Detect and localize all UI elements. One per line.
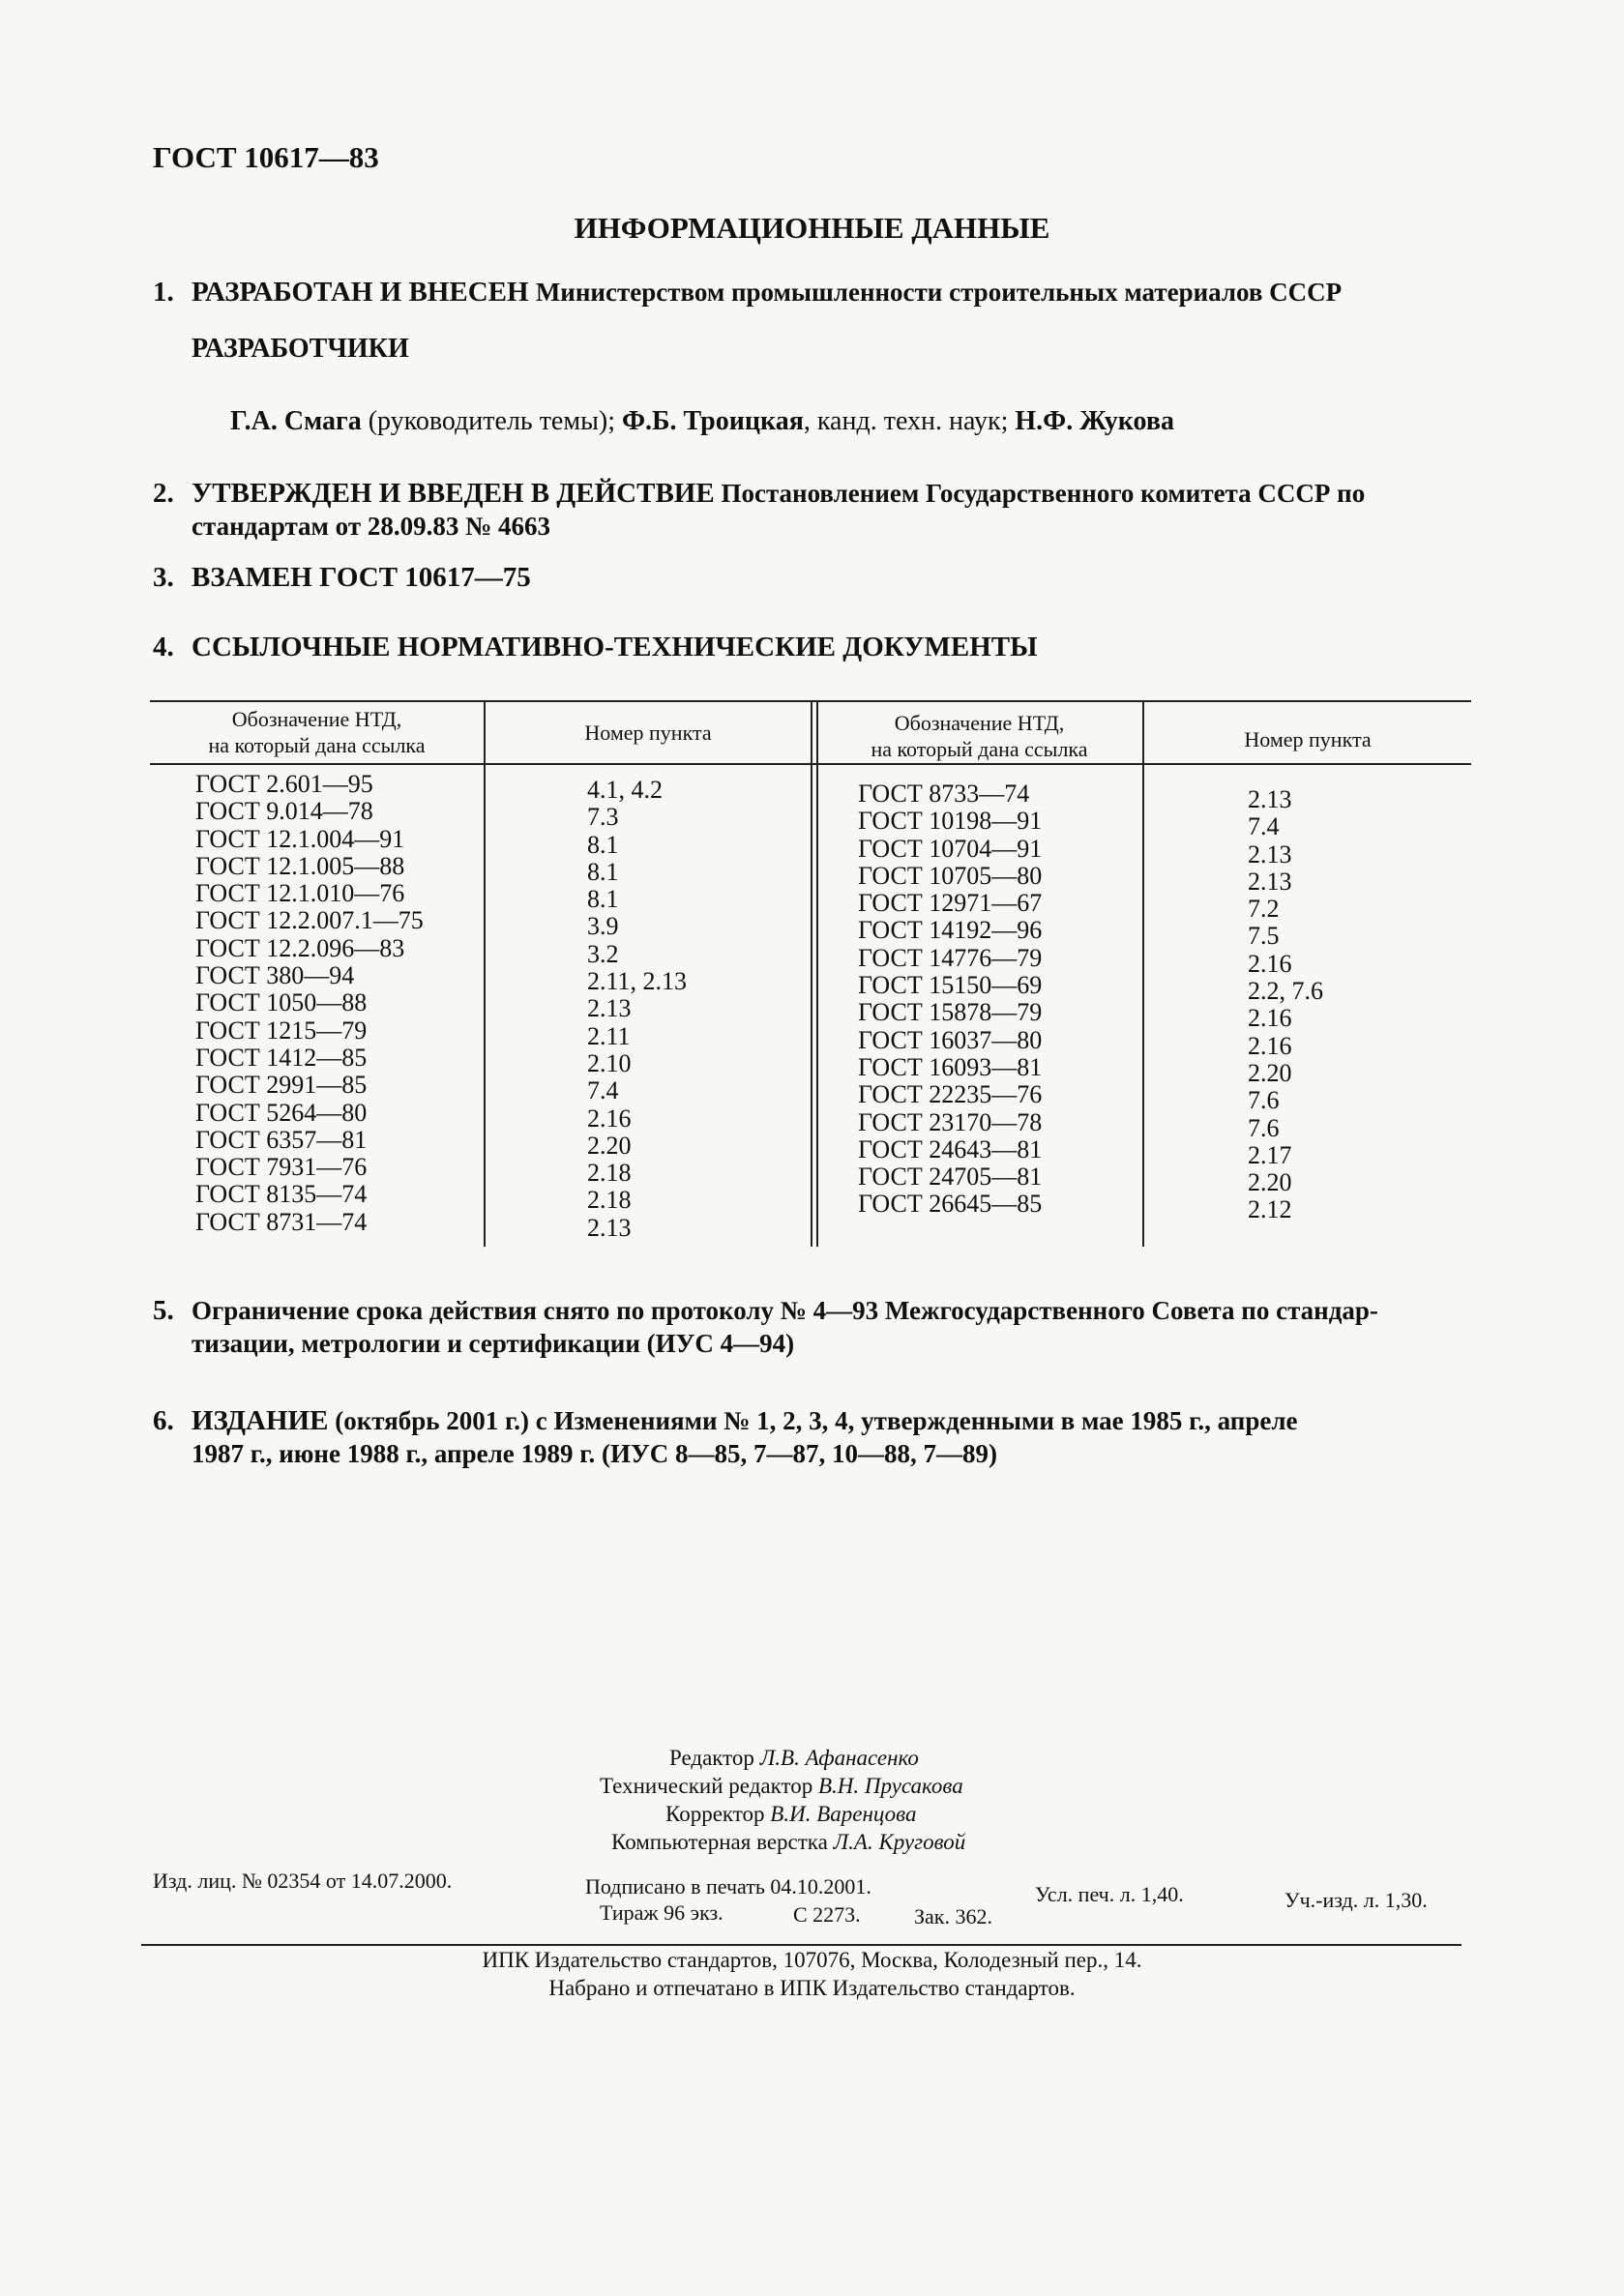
credit-corrector	[600, 1800, 965, 1828]
credit-layout	[600, 1828, 965, 1856]
table-cell-item-number: 7.2	[1248, 895, 1280, 924]
table-cell-designation: ГОСТ 24643—81	[858, 1134, 1043, 1163]
developer-name: Ф.Б. Троицкая	[622, 406, 804, 436]
table-cell-item-number: 2.18	[587, 1186, 632, 1215]
table-cell-designation: ГОСТ 5264—80	[195, 1098, 368, 1127]
item-approved	[153, 477, 1365, 543]
credit-label: Компьютерная верстка	[611, 1830, 834, 1854]
table-cell-item-number: 7.6	[1248, 1113, 1280, 1142]
footer-address: ИПК Издательство стандартов, 107076, Москва, Колодезный пер., 14.	[482, 1948, 1142, 1972]
table-cell-item-number: 2.20	[587, 1131, 632, 1160]
left-item-column	[587, 777, 687, 1242]
table-cell-designation: ГОСТ 8731—74	[195, 1207, 368, 1236]
table-cell-item-number: 2.13	[1248, 785, 1292, 813]
table-cell-item-number: 2.16	[1248, 1004, 1292, 1033]
developers-heading: РАЗРАБОТЧИКИ	[192, 334, 409, 364]
publisher-sheets: Уч.-изд. л. 1,30.	[1284, 1888, 1428, 1912]
table-cell-designation: ГОСТ 22235—76	[858, 1080, 1043, 1109]
table-cell-item-number: 2.16	[1248, 1031, 1292, 1060]
table-cell-designation: ГОСТ 12.2.007.1—75	[195, 906, 424, 935]
table-cell-designation: ГОСТ 26645—85	[858, 1190, 1043, 1219]
table-cell-designation: ГОСТ 23170—78	[858, 1107, 1043, 1136]
footer-printed: Набрано и отпечатано в ИПК Издательство стандартов.	[548, 1976, 1076, 2000]
header-line: Обозначение НТД,	[231, 707, 402, 731]
order-number: Зак. 362.	[914, 1904, 992, 1928]
table-cell-item-number: 2.13	[587, 994, 632, 1023]
table-cell-designation: ГОСТ 380—94	[195, 961, 355, 990]
header-line: на который дана ссылка	[871, 737, 1088, 761]
table-cell-designation: ГОСТ 7931—76	[195, 1153, 368, 1182]
table-cell-designation: ГОСТ 24705—81	[858, 1163, 1043, 1192]
item-number: 2.	[153, 478, 174, 509]
c-number: С 2273.	[793, 1902, 861, 1927]
item-title: ИЗДАНИЕ	[192, 1405, 329, 1436]
table-cell-item-number: 2.20	[1248, 1168, 1292, 1197]
table-cell-item-number: 8.1	[587, 830, 619, 859]
item-references	[153, 631, 1038, 663]
item-number: 4.	[153, 632, 174, 662]
table-cell-designation: ГОСТ 12.2.096—83	[195, 933, 405, 962]
table-cell-designation: ГОСТ 14776—79	[858, 943, 1043, 972]
table-cell-designation: ГОСТ 10705—80	[858, 861, 1043, 890]
table-header-designation	[816, 710, 1142, 762]
credit-name: Л.В. Афанасенко	[759, 1746, 919, 1770]
license: Изд. лиц. № 02354 от 14.07.2000.	[153, 1869, 453, 1893]
table-cell-designation: ГОСТ 10704—91	[858, 834, 1043, 863]
developer-role: , канд. техн. наук;	[803, 406, 1016, 436]
developer-role: (руководитель темы);	[361, 406, 622, 436]
table-cell-item-number: 7.3	[587, 803, 619, 832]
credits	[600, 1744, 965, 1856]
publisher-footer	[0, 1946, 1624, 2002]
table-cell-designation: ГОСТ 9.014—78	[195, 797, 373, 826]
item-text-continuation: стандартам от 28.09.83 № 4663	[192, 512, 550, 541]
item-title: УТВЕРЖДЕН И ВВЕДЕН В ДЕЙСТВИЕ	[192, 478, 715, 509]
table-cell-designation: ГОСТ 14192—96	[858, 916, 1043, 945]
table-cell-item-number: 2.10	[587, 1048, 632, 1077]
table-middle-divider	[811, 700, 818, 1247]
table-cell-item-number: 2.13	[587, 1213, 632, 1242]
table-cell-item-number: 3.2	[587, 939, 619, 968]
item-developed	[153, 276, 1342, 309]
item-number: 6.	[153, 1405, 174, 1436]
table-cell-designation: ГОСТ 2.601—95	[195, 770, 373, 798]
table-cell-item-number: 8.1	[587, 885, 619, 914]
item-text-continuation: 1987 г., июне 1988 г., апреле 1989 г. (ИУС 8—85, 7—87, 10—88, 7—89)	[192, 1439, 998, 1468]
table-cell-item-number: 2.13	[1248, 839, 1292, 868]
table-cell-item-number: 2.16	[587, 1104, 632, 1133]
print-sheets: Усл. печ. л. 1,40.	[1035, 1882, 1184, 1906]
developers-list	[230, 406, 1174, 437]
table-cell-item-number: 2.17	[1248, 1140, 1292, 1169]
credit-name: В.И. Варенцова	[770, 1802, 917, 1826]
credit-label: Технический редактор	[600, 1774, 818, 1798]
credit-label: Редактор	[669, 1746, 760, 1770]
credit-label: Корректор	[665, 1802, 771, 1826]
item-number: 1.	[153, 277, 174, 308]
table-cell-designation: ГОСТ 12.1.004—91	[195, 824, 405, 853]
table-cell-designation: ГОСТ 12.1.010—76	[195, 879, 405, 908]
table-cell-designation: ГОСТ 8135—74	[195, 1180, 368, 1209]
table-cell-designation: ГОСТ 1215—79	[195, 1016, 368, 1045]
table-cell-item-number: 7.5	[1248, 922, 1280, 951]
developer-name: Н.Ф. Жукова	[1015, 406, 1174, 436]
table-cell-designation: ГОСТ 15150—69	[858, 971, 1043, 1000]
table-header-designation	[150, 706, 484, 758]
item-number: 3.	[153, 562, 174, 593]
right-doc-column	[858, 780, 1042, 1219]
item-text-continuation: тизации, метрологии и сертификации (ИУС 4—94)	[192, 1329, 795, 1358]
table-cell-item-number: 2.13	[1248, 867, 1292, 896]
right-item-column	[1248, 786, 1323, 1224]
table-cell-designation: ГОСТ 15878—79	[858, 998, 1043, 1027]
left-doc-column	[195, 771, 424, 1236]
document-code: ГОСТ 10617—83	[153, 140, 379, 174]
table-cell-item-number: 7.6	[1248, 1086, 1280, 1115]
item-text: Постановлением Государственного комитета СССР по	[714, 479, 1366, 508]
table-cell-item-number: 8.1	[587, 857, 619, 886]
table-cell-designation: ГОСТ 16093—81	[858, 1052, 1043, 1081]
table-header-item-number: Номер пункта	[584, 721, 712, 745]
reference-table	[150, 700, 1471, 1247]
developer-name: Г.А. Смага	[230, 406, 362, 436]
table-cell-designation: ГОСТ 1412—85	[195, 1043, 368, 1072]
table-cell-item-number: 2.20	[1248, 1058, 1292, 1087]
header-line: Обозначение НТД,	[894, 711, 1065, 735]
credit-editor	[600, 1744, 965, 1772]
item-replaces	[153, 561, 531, 594]
table-cell-item-number: 2.18	[587, 1159, 632, 1188]
table-cell-item-number: 2.12	[1248, 1195, 1292, 1224]
item-text: (октябрь 2001 г.) с Изменениями № 1, 2, 3, 4, утвержденными в мае 1985 г., апреле	[328, 1406, 1298, 1435]
table-cell-designation: ГОСТ 10198—91	[858, 807, 1043, 836]
item-title: ВЗАМЕН ГОСТ 10617—75	[192, 562, 531, 593]
page-title: ИНФОРМАЦИОННЫЕ ДАННЫЕ	[574, 211, 1050, 245]
table-column-divider	[1142, 700, 1144, 1247]
table-column-divider	[484, 700, 486, 1247]
signed-date: Подписано в печать 04.10.2001.	[585, 1874, 871, 1899]
table-cell-item-number: 2.11, 2.13	[587, 967, 688, 996]
table-cell-designation: ГОСТ 6357—81	[195, 1125, 368, 1154]
credit-name: В.Н. Прусакова	[817, 1774, 963, 1798]
table-cell-item-number: 2.16	[1248, 949, 1292, 978]
item-text: Ограничение срока действия снято по протоколу № 4—93 Межгосударственного Совета по стандар-	[192, 1296, 1378, 1325]
table-cell-designation: ГОСТ 8733—74	[858, 780, 1030, 808]
table-header-item-number: Номер пункта	[1244, 727, 1372, 751]
item-limitation	[153, 1294, 1378, 1360]
table-cell-item-number: 7.4	[587, 1076, 619, 1105]
table-cell-designation: ГОСТ 12.1.005—88	[195, 851, 405, 880]
table-cell-designation: ГОСТ 1050—88	[195, 988, 368, 1017]
table-cell-item-number: 2.2, 7.6	[1248, 977, 1323, 1006]
table-cell-designation: ГОСТ 16037—80	[858, 1025, 1043, 1054]
item-number: 5.	[153, 1295, 174, 1326]
table-cell-designation: ГОСТ 12971—67	[858, 889, 1043, 918]
table-cell-item-number: 2.11	[587, 1021, 631, 1050]
table-cell-designation: ГОСТ 2991—85	[195, 1071, 368, 1100]
item-text: Министерством промышленности строительных материалов СССР	[535, 278, 1343, 307]
table-cell-item-number: 4.1, 4.2	[587, 776, 663, 804]
table-cell-item-number: 7.4	[1248, 812, 1280, 841]
credit-name: Л.А. Круговой	[833, 1830, 966, 1854]
item-edition	[153, 1404, 1297, 1470]
item-title: РАЗРАБОТАН И ВНЕСЕН	[192, 277, 529, 308]
circulation: Тираж 96 экз.	[600, 1900, 723, 1925]
item-title: ССЫЛОЧНЫЕ НОРМАТИВНО-ТЕХНИЧЕСКИЕ ДОКУМЕНТЫ	[192, 632, 1038, 662]
table-cell-item-number: 3.9	[587, 912, 619, 941]
credit-tech-editor	[600, 1772, 965, 1800]
header-line: на который дана ссылка	[208, 733, 426, 757]
